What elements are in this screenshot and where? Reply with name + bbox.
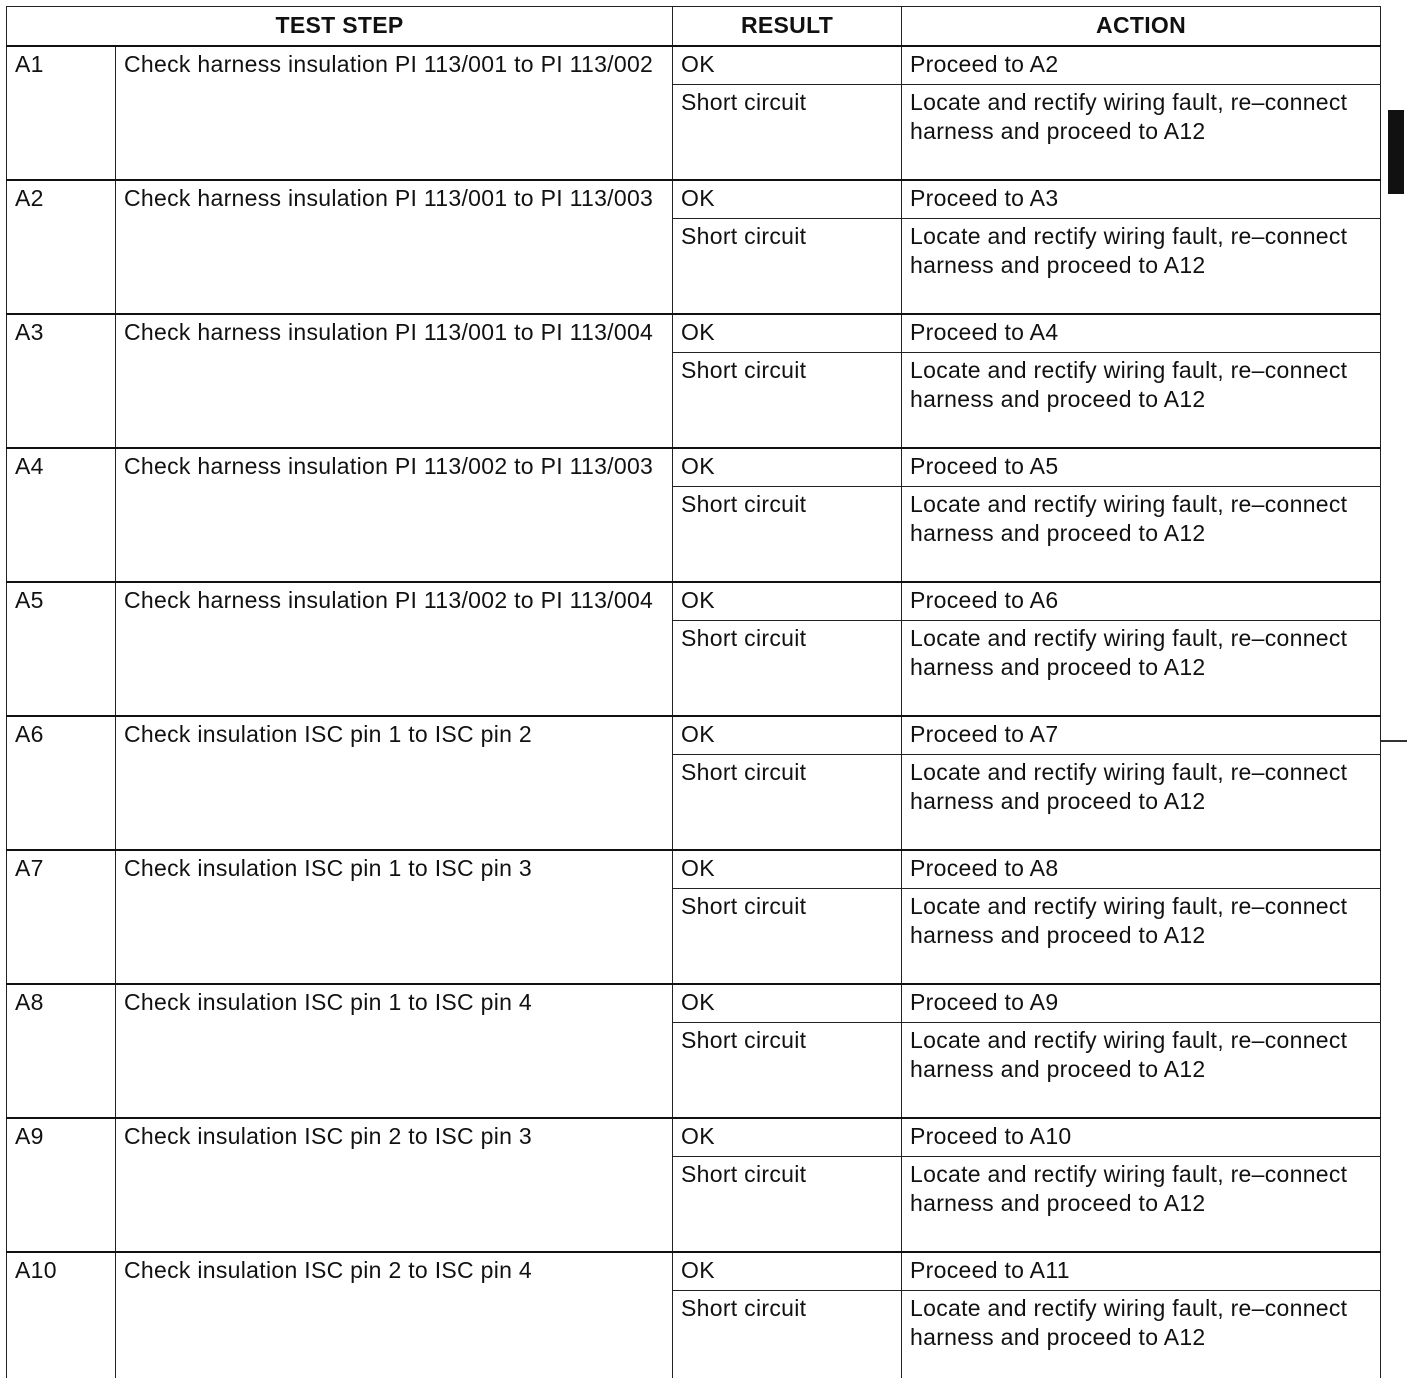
action-cell: Locate and rectify wiring fault, re–connect harness and proceed to A12 <box>902 85 1381 181</box>
header-test-step: TEST STEP <box>7 7 673 47</box>
step-id: A4 <box>7 448 116 582</box>
action-cell: Proceed to A10 <box>902 1118 1381 1157</box>
table-row <box>7 448 1381 487</box>
result-cell: OK <box>673 448 902 487</box>
step-description: Check insulation ISC pin 1 to ISC pin 2 <box>116 716 673 850</box>
action-cell: Locate and rectify wiring fault, re–connect harness and proceed to A12 <box>902 1291 1381 1378</box>
step-description: Check harness insulation PI 113/001 to PI 113/003 <box>116 180 673 314</box>
action-cell: Locate and rectify wiring fault, re–connect harness and proceed to A12 <box>902 755 1381 851</box>
result-cell: OK <box>673 582 902 621</box>
table-header-row <box>7 7 1381 47</box>
step-id: A5 <box>7 582 116 716</box>
action-cell: Proceed to A5 <box>902 448 1381 487</box>
step-id: A6 <box>7 716 116 850</box>
action-cell: Locate and rectify wiring fault, re–connect harness and proceed to A12 <box>902 889 1381 985</box>
result-cell: Short circuit <box>673 889 902 985</box>
result-cell: Short circuit <box>673 219 902 315</box>
step-description: Check harness insulation PI 113/001 to PI 113/002 <box>116 46 673 180</box>
table-row <box>7 716 1381 755</box>
table-row <box>7 1118 1381 1157</box>
action-cell: Locate and rectify wiring fault, re–connect harness and proceed to A12 <box>902 621 1381 717</box>
result-cell: OK <box>673 180 902 219</box>
table-row <box>7 850 1381 889</box>
step-description: Check insulation ISC pin 2 to ISC pin 4 <box>116 1252 673 1378</box>
page-edge-tick <box>1381 740 1407 742</box>
action-cell: Proceed to A4 <box>902 314 1381 353</box>
page-edge-thumb-tab <box>1388 110 1404 194</box>
result-cell: Short circuit <box>673 1023 902 1119</box>
result-cell: Short circuit <box>673 487 902 583</box>
action-cell: Locate and rectify wiring fault, re–connect harness and proceed to A12 <box>902 1157 1381 1253</box>
action-cell: Proceed to A7 <box>902 716 1381 755</box>
action-cell: Locate and rectify wiring fault, re–connect harness and proceed to A12 <box>902 487 1381 583</box>
step-id: A10 <box>7 1252 116 1378</box>
result-cell: OK <box>673 850 902 889</box>
action-cell: Proceed to A11 <box>902 1252 1381 1291</box>
table-row <box>7 46 1381 85</box>
result-cell: Short circuit <box>673 621 902 717</box>
step-description: Check insulation ISC pin 2 to ISC pin 3 <box>116 1118 673 1252</box>
header-result: RESULT <box>673 7 902 47</box>
result-cell: Short circuit <box>673 85 902 181</box>
action-cell: Proceed to A8 <box>902 850 1381 889</box>
step-description: Check insulation ISC pin 1 to ISC pin 4 <box>116 984 673 1118</box>
table-body <box>7 46 1381 1378</box>
action-cell: Locate and rectify wiring fault, re–connect harness and proceed to A12 <box>902 219 1381 315</box>
step-id: A9 <box>7 1118 116 1252</box>
step-description: Check harness insulation PI 113/002 to PI 113/004 <box>116 582 673 716</box>
action-cell: Locate and rectify wiring fault, re–connect harness and proceed to A12 <box>902 1023 1381 1119</box>
table-row <box>7 984 1381 1023</box>
action-cell: Proceed to A9 <box>902 984 1381 1023</box>
result-cell: OK <box>673 314 902 353</box>
table-row <box>7 1252 1381 1291</box>
result-cell: OK <box>673 716 902 755</box>
step-id: A2 <box>7 180 116 314</box>
table-row <box>7 582 1381 621</box>
result-cell: Short circuit <box>673 1291 902 1378</box>
result-cell: Short circuit <box>673 353 902 449</box>
step-description: Check harness insulation PI 113/001 to PI 113/004 <box>116 314 673 448</box>
action-cell: Proceed to A6 <box>902 582 1381 621</box>
step-id: A3 <box>7 314 116 448</box>
result-cell: Short circuit <box>673 755 902 851</box>
result-cell: Short circuit <box>673 1157 902 1253</box>
table-row <box>7 314 1381 353</box>
header-action: ACTION <box>902 7 1381 47</box>
result-cell: OK <box>673 984 902 1023</box>
step-id: A8 <box>7 984 116 1118</box>
step-id: A7 <box>7 850 116 984</box>
table-row <box>7 180 1381 219</box>
action-cell: Locate and rectify wiring fault, re–connect harness and proceed to A12 <box>902 353 1381 449</box>
result-cell: OK <box>673 1252 902 1291</box>
step-description: Check harness insulation PI 113/002 to PI 113/003 <box>116 448 673 582</box>
action-cell: Proceed to A2 <box>902 46 1381 85</box>
action-cell: Proceed to A3 <box>902 180 1381 219</box>
step-id: A1 <box>7 46 116 180</box>
result-cell: OK <box>673 46 902 85</box>
result-cell: OK <box>673 1118 902 1157</box>
test-step-table <box>6 6 1381 1378</box>
step-description: Check insulation ISC pin 1 to ISC pin 3 <box>116 850 673 984</box>
